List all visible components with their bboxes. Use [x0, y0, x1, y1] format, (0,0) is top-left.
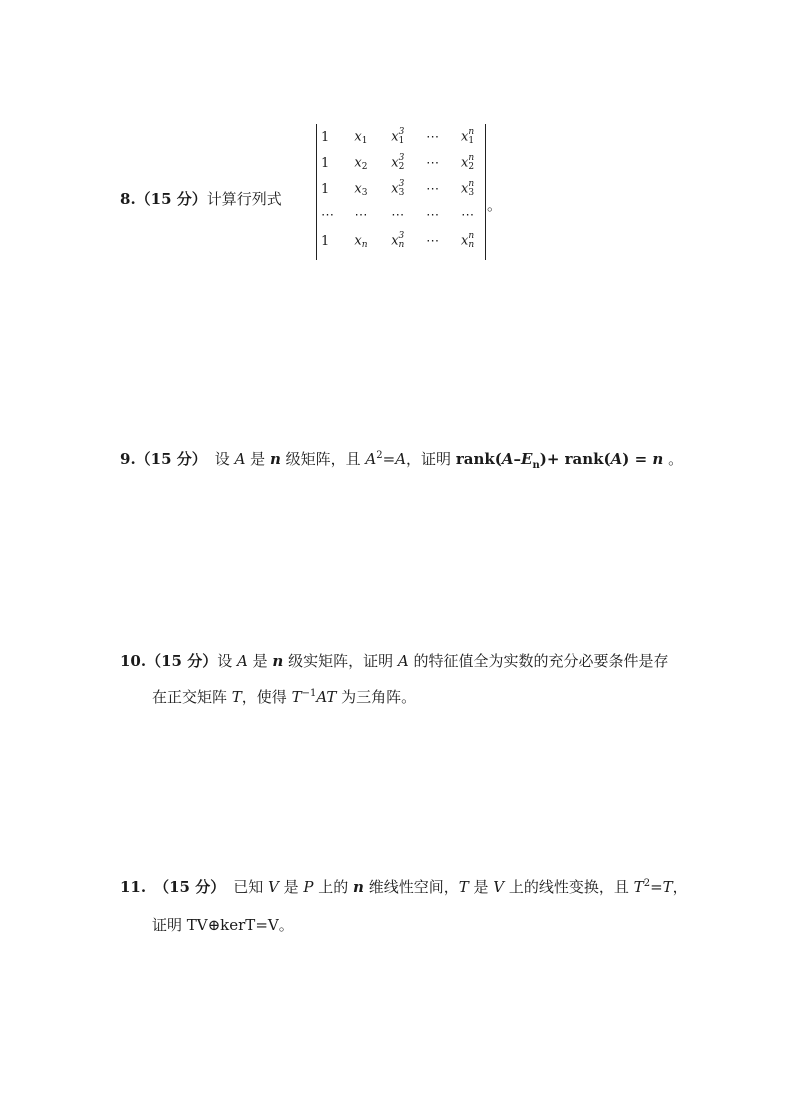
question-10-score: （15 分）	[146, 652, 218, 670]
determinant-cell: x n 2	[461, 153, 475, 172]
question-8-text: 计算行列式	[206, 190, 282, 208]
determinant-row	[319, 176, 486, 202]
question-10-line-1: 10.（15 分）设 A 是 n 级实矩阵，证明 A 的特征值全为实数的充分必要条件是存	[120, 652, 669, 670]
determinant-cell: ⋯	[354, 207, 368, 223]
determinant-cell: ⋯	[391, 207, 405, 223]
determinant-left-bar	[316, 124, 317, 260]
determinant-cell: ⋯	[321, 207, 334, 223]
question-11-score: （15 分）	[154, 878, 226, 896]
question-9-number: 9	[120, 450, 131, 468]
determinant-cell: 1	[321, 181, 330, 197]
determinant-cell: 1	[321, 233, 330, 249]
question-8-end: 。	[487, 196, 503, 214]
determinant-matrix	[319, 124, 486, 254]
determinant	[313, 124, 486, 260]
determinant-cell: x n	[354, 233, 368, 250]
determinant-cell: x 1	[354, 129, 368, 146]
question-8: 8.（15 分）计算行列式	[120, 190, 282, 208]
question-8-number: 8	[120, 190, 131, 208]
determinant-cell: ⋯	[426, 155, 440, 171]
determinant-cell: ⋯	[426, 129, 440, 145]
question-11-line-2: 证明 TV⊕kerT=V。	[152, 916, 294, 934]
determinant-cell: x 3 3	[391, 179, 405, 198]
determinant-cell: ⋯	[461, 207, 475, 223]
question-9: 9.（15 分） 设 A 是 n 级矩阵，且 $A^2=A$，证明 $rank(A-E_n)+$ rank(A) = n 。	[120, 450, 684, 471]
determinant-cell: x n n	[461, 231, 475, 250]
determinant-cell: x 3 n	[391, 231, 405, 250]
question-11-line-1: 11. （15 分） 已知 V 是 P 上的 n 维线性空间，T 是 V 上的线性变换，且 $T^2=T$，	[120, 878, 688, 896]
question-10-line-2: 在正交矩阵 T，使得 $T^{-1}AT$ 为三角阵。	[152, 688, 417, 706]
question-11-number: 11.	[120, 878, 147, 896]
question-9-score: （15 分）	[135, 450, 207, 468]
determinant-cell: ⋯	[426, 233, 440, 249]
determinant-cell: x 3 2	[391, 153, 405, 172]
determinant-cell: 1	[321, 129, 330, 145]
determinant-cell: x 3 1	[391, 127, 405, 146]
determinant-cell: 1	[321, 155, 330, 171]
determinant-cell: ⋯	[426, 207, 440, 223]
determinant-row	[319, 150, 486, 176]
determinant-cell: ⋯	[426, 181, 440, 197]
determinant-row	[319, 124, 486, 150]
determinant-row	[319, 228, 486, 254]
determinant-cell: x n 1	[461, 127, 475, 146]
determinant-row	[319, 202, 486, 228]
determinant-cell: x n 3	[461, 179, 475, 198]
determinant-cell: x 2	[354, 155, 368, 172]
determinant-cell: x 3	[354, 181, 368, 198]
question-8-score: （15 分）	[135, 190, 207, 208]
question-10-number: 10	[120, 652, 141, 670]
